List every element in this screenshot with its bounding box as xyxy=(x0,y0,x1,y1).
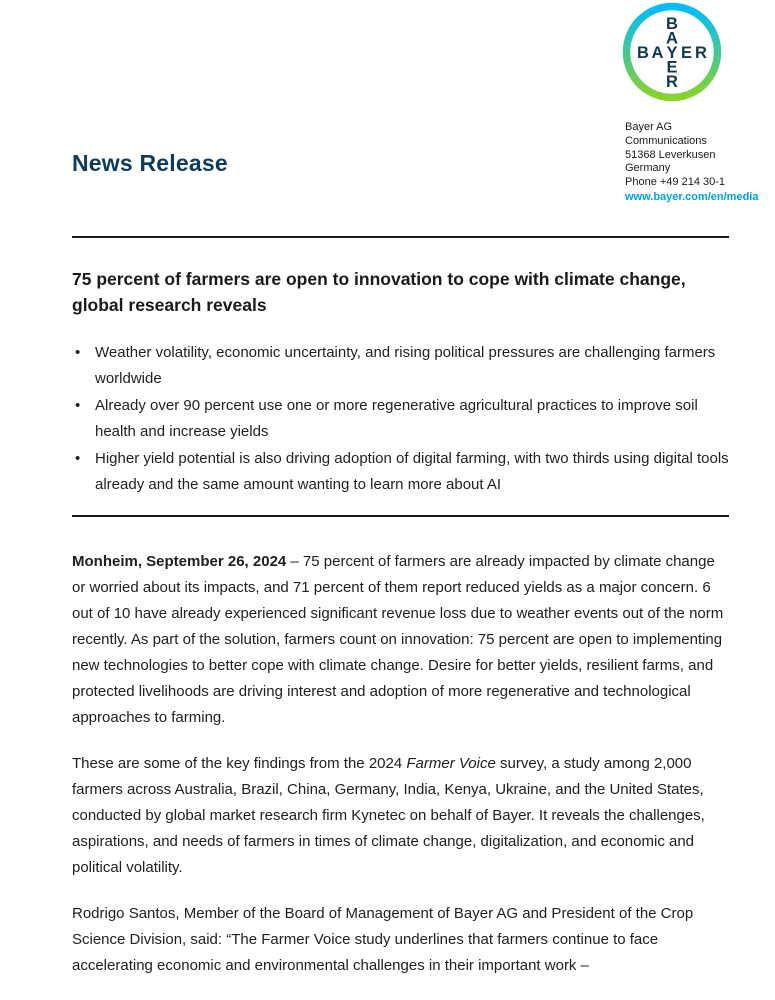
bullets-divider xyxy=(72,515,729,517)
logo-letter: R xyxy=(695,44,707,62)
key-findings-list xyxy=(72,340,729,498)
logo-letter: E xyxy=(680,44,693,62)
body-paragraph-2 xyxy=(72,751,729,881)
release-title: 75 percent of farmers are open to innovation to cope with climate change, global research reveals xyxy=(72,269,686,315)
top-divider xyxy=(72,236,729,238)
logo-letter: Y xyxy=(666,44,678,62)
contact-phone: Phone +49 214 30-1 xyxy=(625,176,726,189)
logo-letter: B xyxy=(666,15,678,33)
logo-letter: R xyxy=(666,73,678,91)
contact-department: Communications xyxy=(625,134,707,147)
dateline: Monheim, September 26, 2024 xyxy=(72,553,287,570)
bayer-logo xyxy=(622,2,722,102)
key-finding-item: • Already over 90 percent use one or more regenerative agricultural practices to improve soil health and increase yields xyxy=(72,393,729,445)
logo-letter: E xyxy=(666,58,678,77)
key-finding-item: • Weather volatility, economic uncertainty, and rising political pressures are challenging farmers worldwide xyxy=(72,340,729,392)
logo-letter: A xyxy=(651,44,664,62)
release-body xyxy=(72,236,729,979)
contact-info xyxy=(625,121,770,205)
bayer-media-link[interactable]: www.bayer.com/en/media xyxy=(625,190,759,203)
news-release-heading: News Release xyxy=(72,150,228,176)
contact-country: Germany xyxy=(625,162,671,175)
logo-letters xyxy=(637,15,707,91)
bayer-cross-icon xyxy=(622,2,722,102)
paragraph-text: – 75 percent of farmers are already impacted by climate change or worried about its impacts, and 71 percent of them report reduced yields as a major concern. 6 out of 10 have already experienced significant revenue loss due to weather events out of the norm recently. As part of the solution, farmers count on innovation: 75 percent are open to implementing new technologies to better cope with climate change. Desire for better yields, resilient farms, and protected livelihoods are driving interest and adoption of more regenerative and technological approaches to farming. xyxy=(72,553,724,726)
paragraph-text: These are some of the key findings from the 2024 xyxy=(72,755,407,772)
logo-letter: B xyxy=(637,44,649,62)
contact-company: Bayer AG xyxy=(625,121,673,133)
key-finding-item: • Higher yield potential is also driving adoption of digital farming, with two thirds using digital tools already and the same amount wanting to learn more about AI xyxy=(72,446,729,498)
paragraph-text: survey, a study among 2,000 farmers across Australia, Brazil, China, Germany, India, Kenya, Ukraine, and the United States, conducted by global market research firm Kynetec on behalf of Bayer. It reveals the challenges, aspirations, and needs of farmers in times of climate change, digitalization, and economic and political volatility. xyxy=(72,755,705,876)
survey-name-italic: Farmer Voice xyxy=(406,755,496,772)
body-paragraph-3: Rodrigo Santos, Member of the Board of Management of Bayer AG and President of the Crop Science Division, said: “The Farmer Voice study underlines that farmers continue to face accelerating economic and environmental challenges in their important work – xyxy=(72,905,694,974)
body-paragraph-1 xyxy=(72,549,729,731)
logo-letter: A xyxy=(666,29,678,48)
contact-postal: 51368 Leverkusen xyxy=(625,148,716,161)
